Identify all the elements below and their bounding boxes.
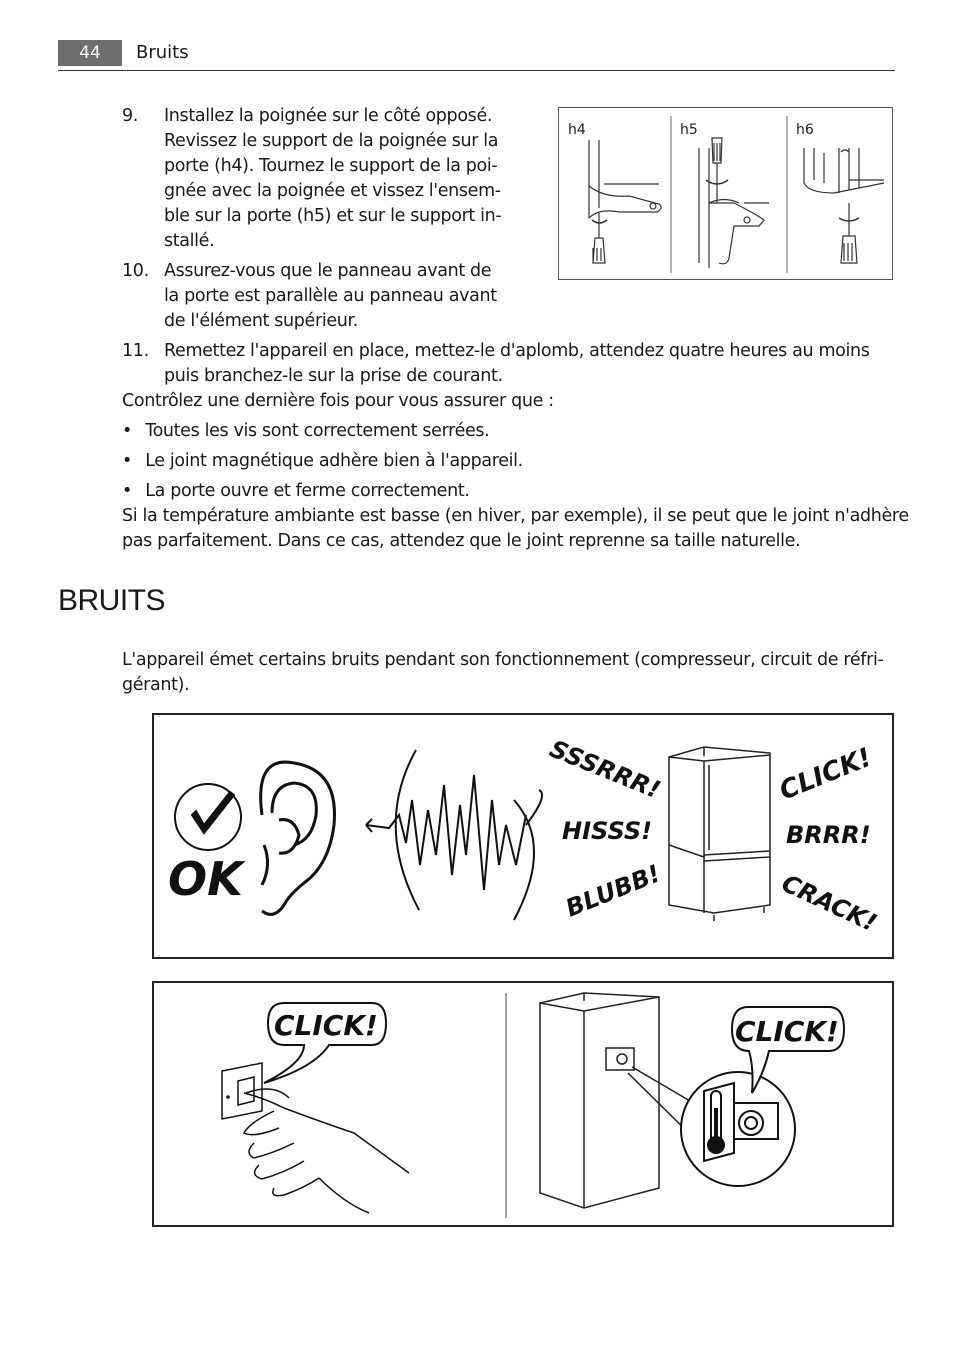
note-line: pas parfaitement. Dans ce cas, attendez que le joint reprenne sa taille naturelle.: [122, 531, 801, 551]
step-9: [122, 104, 522, 254]
sound-wave-icon: [366, 750, 542, 920]
click-figure: [152, 981, 894, 1227]
section-intro: [122, 648, 912, 698]
step-line: ble sur la porte (h5) et sur le support in-: [164, 206, 502, 226]
step-line: stallé.: [164, 231, 215, 251]
checkmark-icon: [175, 784, 241, 850]
figure-label-h4: h4: [568, 122, 586, 138]
sound-blubb: BLUBB!: [561, 859, 665, 923]
figure-label-h5: h5: [680, 122, 698, 138]
thermostat-icon: [681, 1072, 795, 1186]
noise-figure: [152, 713, 894, 959]
step-line: la porte est parallèle au panneau avant: [164, 286, 497, 306]
fridge-icon: [669, 747, 770, 921]
step-line: Assurez-vous que le panneau avant de: [164, 261, 492, 281]
note-line: Si la température ambiante est basse (en hiver, par exemple), il se peut que le joint n'adhère: [122, 506, 909, 526]
step-line: de l'élément supérieur.: [164, 311, 358, 331]
h6-drawing: [804, 148, 884, 263]
sound-brrr: BRRR!: [786, 821, 871, 849]
hand-icon: [244, 1089, 409, 1213]
handle-installation-figure: [558, 107, 893, 280]
step-number: 11.: [122, 341, 149, 361]
bullet-dot: •: [122, 451, 132, 471]
note-paragraph: [122, 504, 912, 554]
h5-drawing: [699, 138, 769, 268]
bullet-text: Le joint magnétique adhère bien à l'appareil.: [145, 451, 523, 471]
bubble-right-label: CLICK!: [735, 1015, 839, 1048]
figure-label-h6: h6: [796, 122, 814, 138]
step-line: porte (h4). Tournez le support de la poi-: [164, 156, 498, 176]
sound-sssrrr: SSSRRR!: [545, 734, 665, 805]
step-line: Revissez le support de la poignée sur la: [164, 131, 499, 151]
sound-hisss: HISSS!: [562, 817, 653, 845]
bullet-item: [122, 419, 489, 444]
step-10: [122, 259, 522, 334]
page-number: 44: [58, 40, 122, 66]
step-line: Installez la poignée sur le côté opposé.: [164, 106, 493, 126]
step-line: gnée avec la poignée et vissez l'ensem-: [164, 181, 501, 201]
bullet-dot: •: [122, 481, 132, 501]
step-11: [122, 339, 902, 389]
intro-line: gérant).: [122, 675, 190, 695]
ok-label: OK: [168, 852, 243, 906]
check-intro: Contrôlez une dernière fois pour vous assurer que :: [122, 391, 554, 411]
bullet-item: [122, 479, 470, 504]
bullet-text: La porte ouvre et ferme correctement.: [145, 481, 470, 501]
bullet-text: Toutes les vis sont correctement serrées.: [145, 421, 490, 441]
sound-crack: CRACK!: [777, 869, 881, 938]
bullet-item: [122, 449, 523, 474]
intro-line: L'appareil émet certains bruits pendant son fonctionnement (compresseur, circuit de réfri-: [122, 650, 884, 670]
step-line: puis branchez-le sur la prise de courant.: [164, 366, 503, 386]
bubble-left-label: CLICK!: [274, 1009, 378, 1042]
running-title: Bruits: [136, 42, 189, 63]
step-number: 10.: [122, 261, 149, 281]
step-line: Remettez l'appareil en place, mettez-le d'aplomb, attendez quatre heures au moins: [164, 341, 870, 361]
h4-drawing: [589, 140, 661, 263]
header-rule: [58, 70, 895, 71]
bullet-dot: •: [122, 421, 132, 441]
sound-click: CLICK!: [775, 742, 877, 807]
wall-switch-icon: [222, 1063, 262, 1119]
ear-icon: [261, 762, 335, 914]
section-title: BRUITS: [58, 584, 166, 617]
step-number: 9.: [122, 106, 138, 126]
